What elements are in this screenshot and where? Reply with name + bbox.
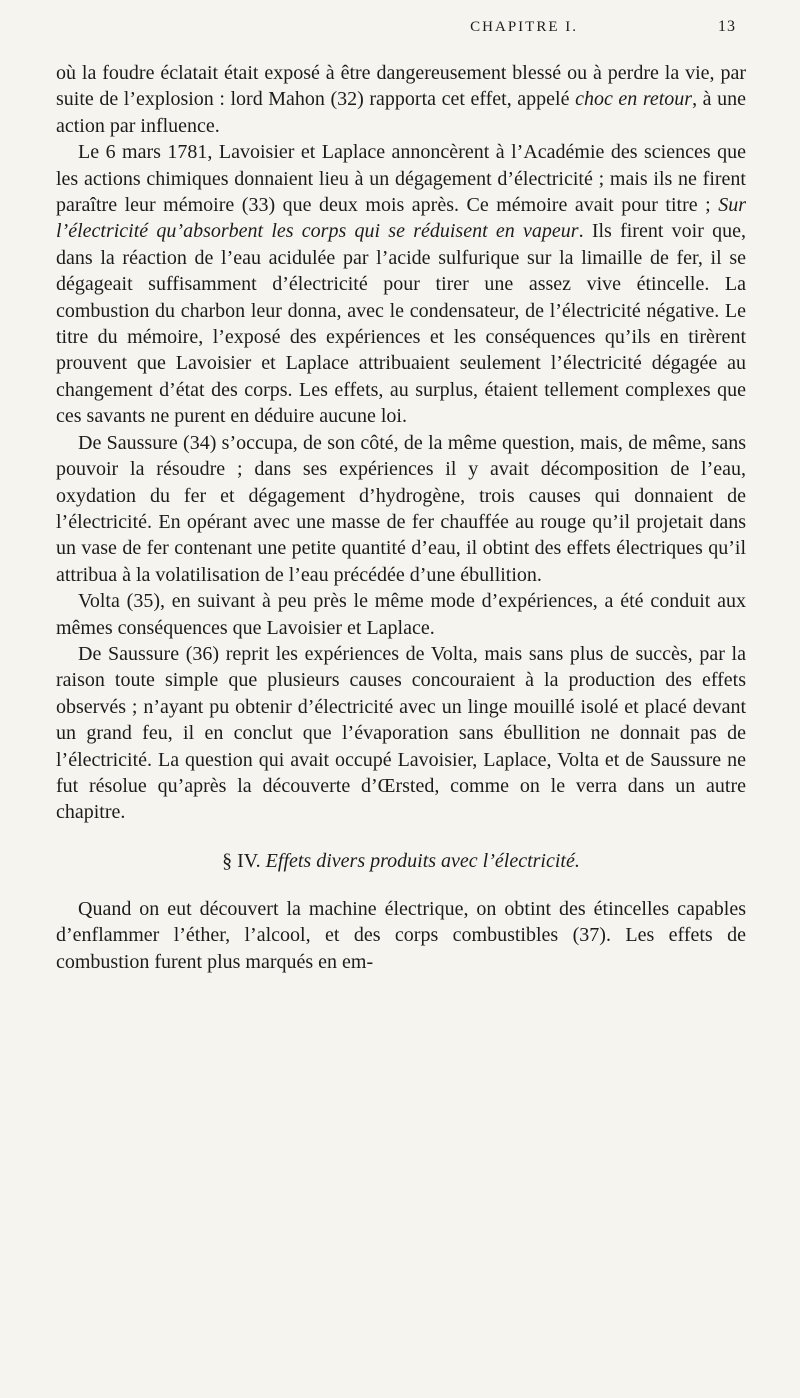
book-page xyxy=(56,18,746,1378)
paragraph-volta: Volta (35), en suivant à peu près le même mode d’expériences, a été conduit aux mêmes conséquences que Lavoisier et Laplace. xyxy=(56,590,746,639)
paragraph-lavoisier-laplace: Le 6 mars 1781, Lavoisier et Laplace annoncèrent à l’Académie des sciences que les actions chimiques donnaient lieu à un dégagement d’électricité ; mais ils ne firent paraître leur mémoire (33) que deux mois après. Ce mémoire avait pour titre ; Sur l’électricité qu’absorbent les corps qui se réduisent en vapeur. Ils firent voir que, dans la réaction de l’eau acidulée par l’acide sulfurique sur la limaille de fer, il se dégageait suffisamment d’électricité pour tirer une assez vive étincelle. La combustion du charbon leur donna, avec le condensateur, de l’électricité négative. Le titre du mémoire, l’exposé des expériences et les conséquences qu’ils en tirèrent prouvent que Lavoisier et Laplace attribuaient seulement l’électricité dégagée au changement d’état des corps. Les effets, au surplus, étaient tellement complexes que ces savants ne purent en déduire aucune loi. xyxy=(56,141,746,428)
paragraph-de-saussure-volta: De Saussure (36) reprit les expériences de Volta, mais sans plus de succès, par la raison toute simple que plusieurs causes concouraient à la production des effets observés ; n’ayant pu obtenir d’électricité avec un linge mouillé isolé et placé devant un grand feu, il en conclut que l’évaporation sans ébullition ne donnait pas de l’électricité. La question qui avait occupé Lavoisier, Laplace, Volta et de Saussure ne fut résolue qu’après la découverte d’Œrsted, comme on le verra dans un autre chapitre. xyxy=(56,642,746,824)
italic-term: choc en retour xyxy=(575,88,693,111)
section-heading xyxy=(56,848,746,874)
page-number: 13 xyxy=(718,18,736,35)
section-text xyxy=(56,896,746,975)
section-title: Effets divers produits avec l’électricité. xyxy=(265,849,580,872)
paragraph-machine-electrique: Quand on eut découvert la machine électrique, on obtint des étincelles capables d’enflammer l’éther, l’alcool, et des corps combustibles (37). Les effets de combustion furent plus marqués en em- xyxy=(56,897,746,973)
chapter-title: CHAPITRE I. xyxy=(470,19,578,35)
running-header xyxy=(56,18,746,42)
paragraph-continued: où la foudre éclatait était exposé à être dangereusement blessé ou à perdre la vie, par suite de l’explosion : lord Mahon (32) rapporta cet effet, appelé choc en retour, à une action par influence. xyxy=(56,62,746,137)
memoir-title: Sur l’électricité qu’absorbent les corps qui se réduisent en vapeur xyxy=(56,194,746,243)
main-text xyxy=(56,60,746,826)
paragraph-de-saussure: De Saussure (34) s’occupa, de son côté, de la même question, mais, de même, sans pouvoir la résoudre ; dans ses expériences il y avait décomposition de l’eau, oxydation du fer et dégagement d’hydrogène, trois causes qui donnaient de l’électricité. En opérant avec une masse de fer chauffée au rouge qu’il projetait dans un vase de fer contenant une petite quantité d’eau, il obtint des effets électriques qu’il attribua à la volatilisation de l’eau précédée d’une ébullition. xyxy=(56,431,746,586)
section-number: § IV. xyxy=(222,849,261,872)
